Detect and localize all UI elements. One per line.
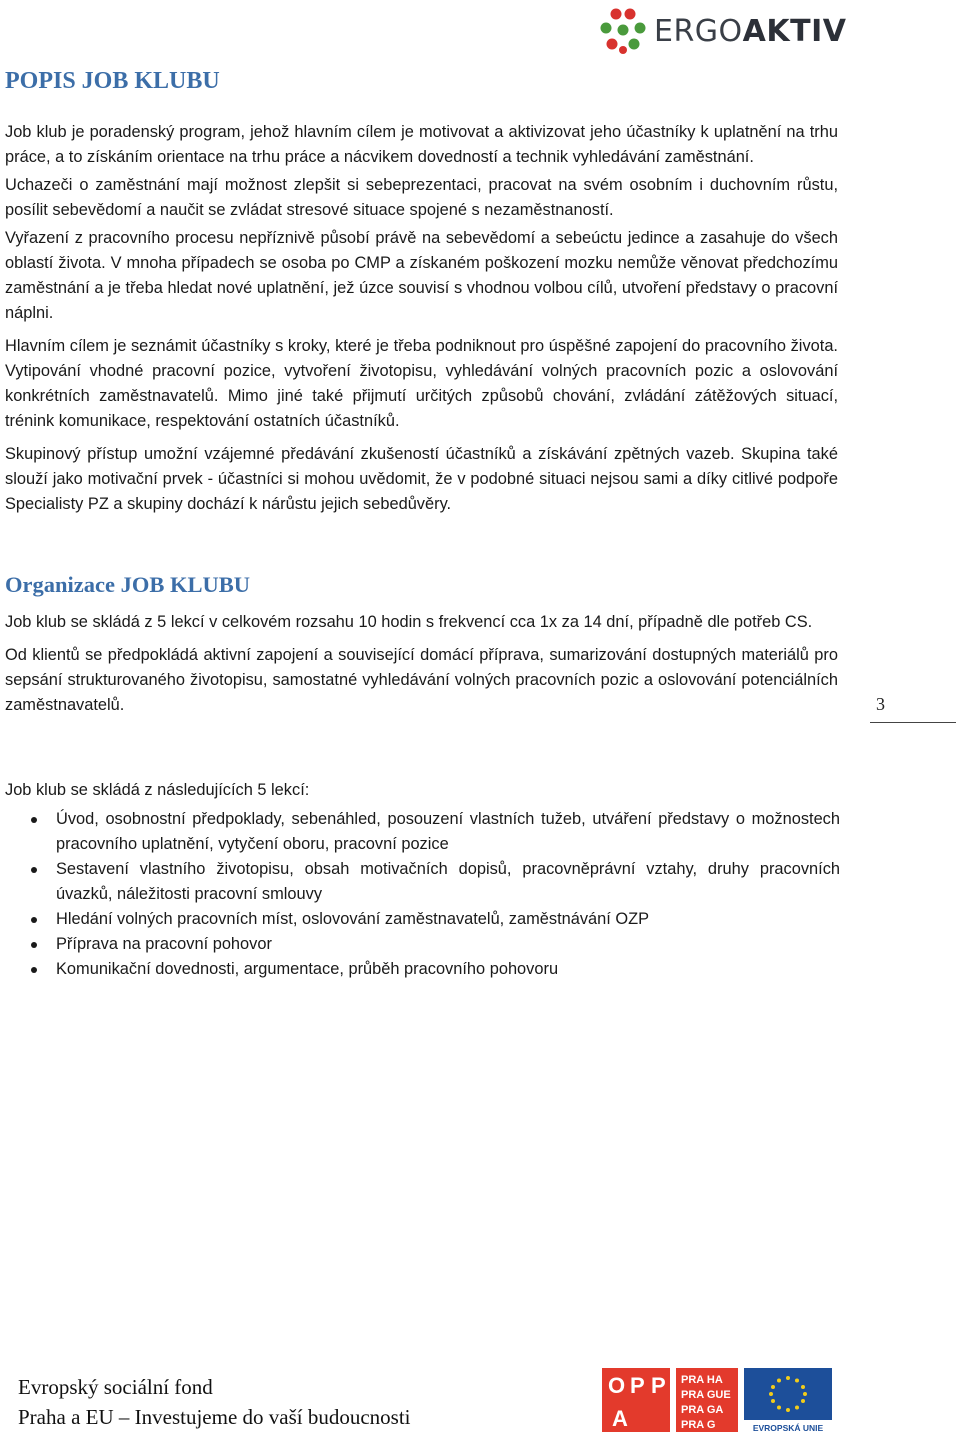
list-item xyxy=(5,907,840,932)
paragraph: Skupinový přístup umožní vzájemné předávání zkušeností účastníků a získávání zpětných vazeb. Skupina také slouží jako motivační prvek - účastníci si mohou uvědomit, že v podobné situaci nejsou sami a díky citlivé podpoře Specialisty PZ a skupiny dochází k nárůstu jejich sebedůvěry. xyxy=(5,445,838,513)
paragraph: Hlavním cílem je seznámit účastníky s kroky, které je třeba podniknout pro úspěšné zapojení do pracovního života. Vytipování vhodné pracovní pozice, vytvoření životopisu, vyhledávání volných pracovních pozic a oslovování konkrétních zaměstnavatelů. Mimo jiné také přijmutí určitých způsobů chování, zvládání zátěžových situací, trénink komunikace, respektování ostatních účastníků. xyxy=(5,337,838,430)
list-item-text: Sestavení vlastního životopisu, obsah motivačních dopisů, pracovněprávní vztahy, druhy pracovních úvazků, náležitosti pracovní smlouvy xyxy=(56,860,840,903)
list-item-text: Komunikační dovednosti, argumentace, průběh pracovního pohovoru xyxy=(56,960,559,978)
lessons-intro: Job klub se skládá z následujících 5 lekcí: xyxy=(5,781,310,799)
logo-text-light: ERGO xyxy=(654,14,743,49)
footer-line-esf: Evropský sociální fond xyxy=(18,1375,213,1399)
praha-row: PRA HA xyxy=(681,1374,723,1386)
opp-logo xyxy=(602,1368,670,1432)
praha-row: PRA GUE xyxy=(681,1389,731,1401)
bullet-icon xyxy=(31,917,37,923)
paragraph: Vyřazení z pracovního procesu nepříznivě působí právě na sebevědomí a sebeúctu jedince a zasahuje do všech oblastí života. V mnoha případech se osoba po CMP a získaném poškození mozku nemůže věnovat předchozímu zaměstnání a je třeba hledat nové uplatnění, jež úzce souvisí s vhodnou volbou cílů, utvoření představy o pracovní náplni. xyxy=(5,229,838,322)
list-item-text: Příprava na pracovní pohovor xyxy=(56,935,272,953)
section-organizace-body xyxy=(5,610,838,726)
section-title-popis: POPIS JOB KLUBU xyxy=(5,68,220,94)
bullet-icon xyxy=(31,942,37,948)
list-item xyxy=(5,932,840,957)
paragraph: Od klientů se předpokládá aktivní zapojení a související domácí příprava, sumarizování dostupných materiálů pro sepsání strukturovaného životopisu, samostatné vyhledávání volných pracovních pozic a oslovování potenciálních zaměstnavatelů. xyxy=(5,646,838,714)
logo-text-bold: AKTIV xyxy=(742,14,847,49)
lessons-section xyxy=(5,778,840,982)
praha-logo xyxy=(676,1368,738,1432)
footer-text xyxy=(18,1372,411,1432)
paragraph: Job klub se skládá z 5 lekcí v celkovém rozsahu 10 hodin s frekvencí cca 1x za 14 dní, případně dle potřeb CS. xyxy=(5,613,813,631)
footer-logos xyxy=(602,1366,834,1434)
eu-label: EVROPSKÁ UNIE xyxy=(752,1423,824,1433)
paragraph: Job klub je poradenský program, jehož hlavním cílem je motivovat a aktivizovat jeho účastníky k uplatnění na trhu práce, a to získáním orientace na trhu práce a nácvikem dovedností a technik vyhledávání zaměstnání. xyxy=(5,123,838,166)
list-item xyxy=(5,807,840,857)
page-number-rule xyxy=(870,722,956,723)
praha-row: PRA G xyxy=(681,1419,716,1431)
list-item-text: Úvod, osobnostní předpoklady, sebenáhled, posouzení vlastních tužeb, utváření představy o možnostech pracovního uplatnění, vytyčení oboru, pracovní pozice xyxy=(56,810,840,853)
opp-letter: A xyxy=(612,1406,628,1431)
opp-letter: P xyxy=(630,1373,645,1398)
lessons-list xyxy=(5,807,840,982)
ergoaktiv-logo-text xyxy=(654,14,846,49)
page-number: 3 xyxy=(876,694,885,714)
praha-row: PRA GA xyxy=(681,1404,724,1416)
section-title-organizace: Organizace JOB KLUBU xyxy=(5,572,250,597)
opp-letter: O xyxy=(608,1373,626,1398)
ergoaktiv-logo xyxy=(598,6,847,56)
list-item xyxy=(5,957,840,982)
eu-logo xyxy=(744,1368,832,1433)
bullet-icon xyxy=(31,867,37,873)
list-item xyxy=(5,857,840,907)
ergoaktiv-logo-mark-icon xyxy=(598,6,648,56)
list-item-text: Hledání volných pracovních míst, oslovování zaměstnavatelů, zaměstnávání OZP xyxy=(56,910,650,928)
bullet-icon xyxy=(31,967,37,973)
bullet-icon xyxy=(31,817,37,823)
footer-line-praha-eu: Praha a EU – Investujeme do vaší budoucnosti xyxy=(18,1405,411,1429)
section-popis-body xyxy=(5,120,838,517)
opp-letter: P xyxy=(651,1373,666,1398)
paragraph: Uchazeči o zaměstnání mají možnost zlepšit si sebeprezentaci, pracovat na svém osobním i duchovním růstu, posílit sebevědomí a naučit se zvládat stresové situace spojené s nezaměstnaností. xyxy=(5,176,838,219)
